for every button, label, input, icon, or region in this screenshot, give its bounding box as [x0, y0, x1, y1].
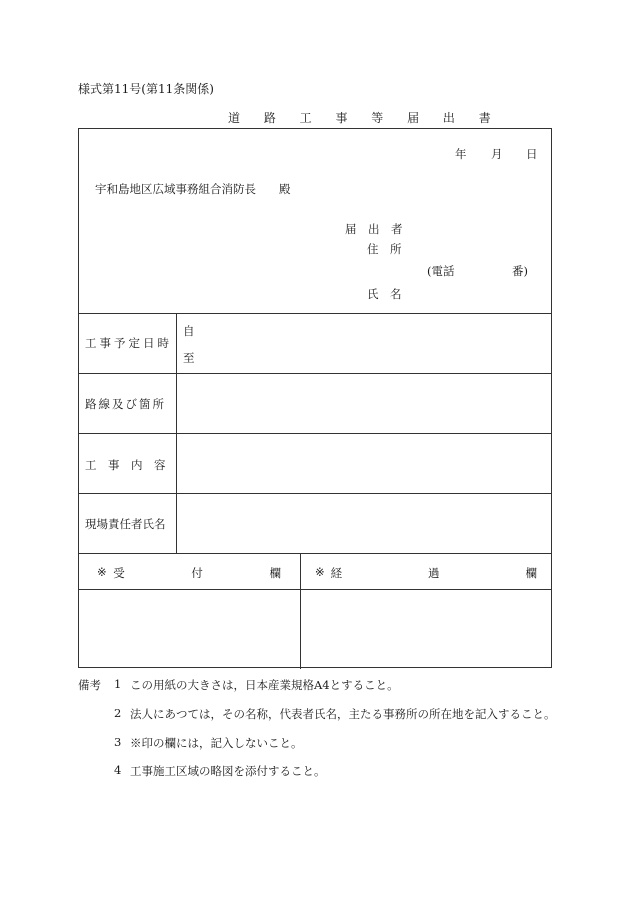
- schedule-to: 至: [183, 351, 195, 365]
- note-2-text: 法人にあつては，その名称，代表者氏名，主たる事務所の所在地を記入すること。: [130, 707, 556, 721]
- reception-char-1: 受: [113, 566, 125, 580]
- schedule-from: 自: [183, 324, 195, 338]
- divider: [79, 553, 551, 554]
- reception-char-3: 欄: [269, 566, 281, 580]
- form-number: 様式第11号(第11条関係): [78, 82, 214, 96]
- note-2-num: 2: [114, 706, 122, 720]
- note-4-num: 4: [114, 763, 122, 777]
- note-4-text: 工事施工区域の略図を添付すること。: [130, 764, 326, 778]
- divider: [79, 493, 551, 494]
- application-form: [78, 128, 552, 668]
- note-1-text: この用紙の大きさは，日本産業規格A4とすること。: [130, 678, 399, 692]
- schedule-label-text: 工事予定日時: [85, 336, 172, 350]
- note-1-num: 1: [114, 677, 122, 691]
- divider: [79, 313, 551, 314]
- progress-char-2: 過: [428, 566, 440, 580]
- progress-char-3: 欄: [525, 566, 537, 580]
- progress-header: [315, 565, 537, 581]
- divider: [79, 373, 551, 374]
- bottom-column-divider: [300, 553, 301, 669]
- progress-char-1: 経: [330, 566, 343, 580]
- reception-mark: ※: [97, 565, 107, 579]
- progress-mark: ※: [315, 565, 325, 579]
- route-label: 路線及び箇所: [85, 397, 166, 411]
- address-label: 住 所: [367, 242, 402, 256]
- document-title: 道 路 工 事 等 届 出 書: [228, 111, 501, 125]
- divider: [79, 433, 551, 434]
- phone-open: (電話: [427, 264, 455, 278]
- addressee: 宇和島地区広域事務組合消防長 殿: [95, 182, 291, 196]
- applicant-heading: 届 出 者: [345, 222, 403, 236]
- supervisor-label: 現場責任者氏名: [85, 517, 166, 531]
- date-year: 年: [455, 147, 467, 161]
- note-3-num: 3: [114, 735, 122, 749]
- date-day: 日: [526, 147, 538, 161]
- reception-header: [97, 565, 281, 581]
- note-3-text: ※印の欄には，記入しないこと。: [130, 736, 303, 750]
- divider: [79, 589, 551, 590]
- reception-char-2: 付: [191, 566, 203, 580]
- schedule-label: [85, 335, 171, 351]
- name-label: 氏 名: [367, 287, 402, 301]
- date-month: 月: [491, 147, 503, 161]
- notes-heading: 備考: [78, 678, 101, 692]
- label-column-divider: [176, 313, 177, 553]
- work-content-label: 工 事 内 容: [85, 458, 166, 472]
- phone-close: 番): [512, 264, 528, 278]
